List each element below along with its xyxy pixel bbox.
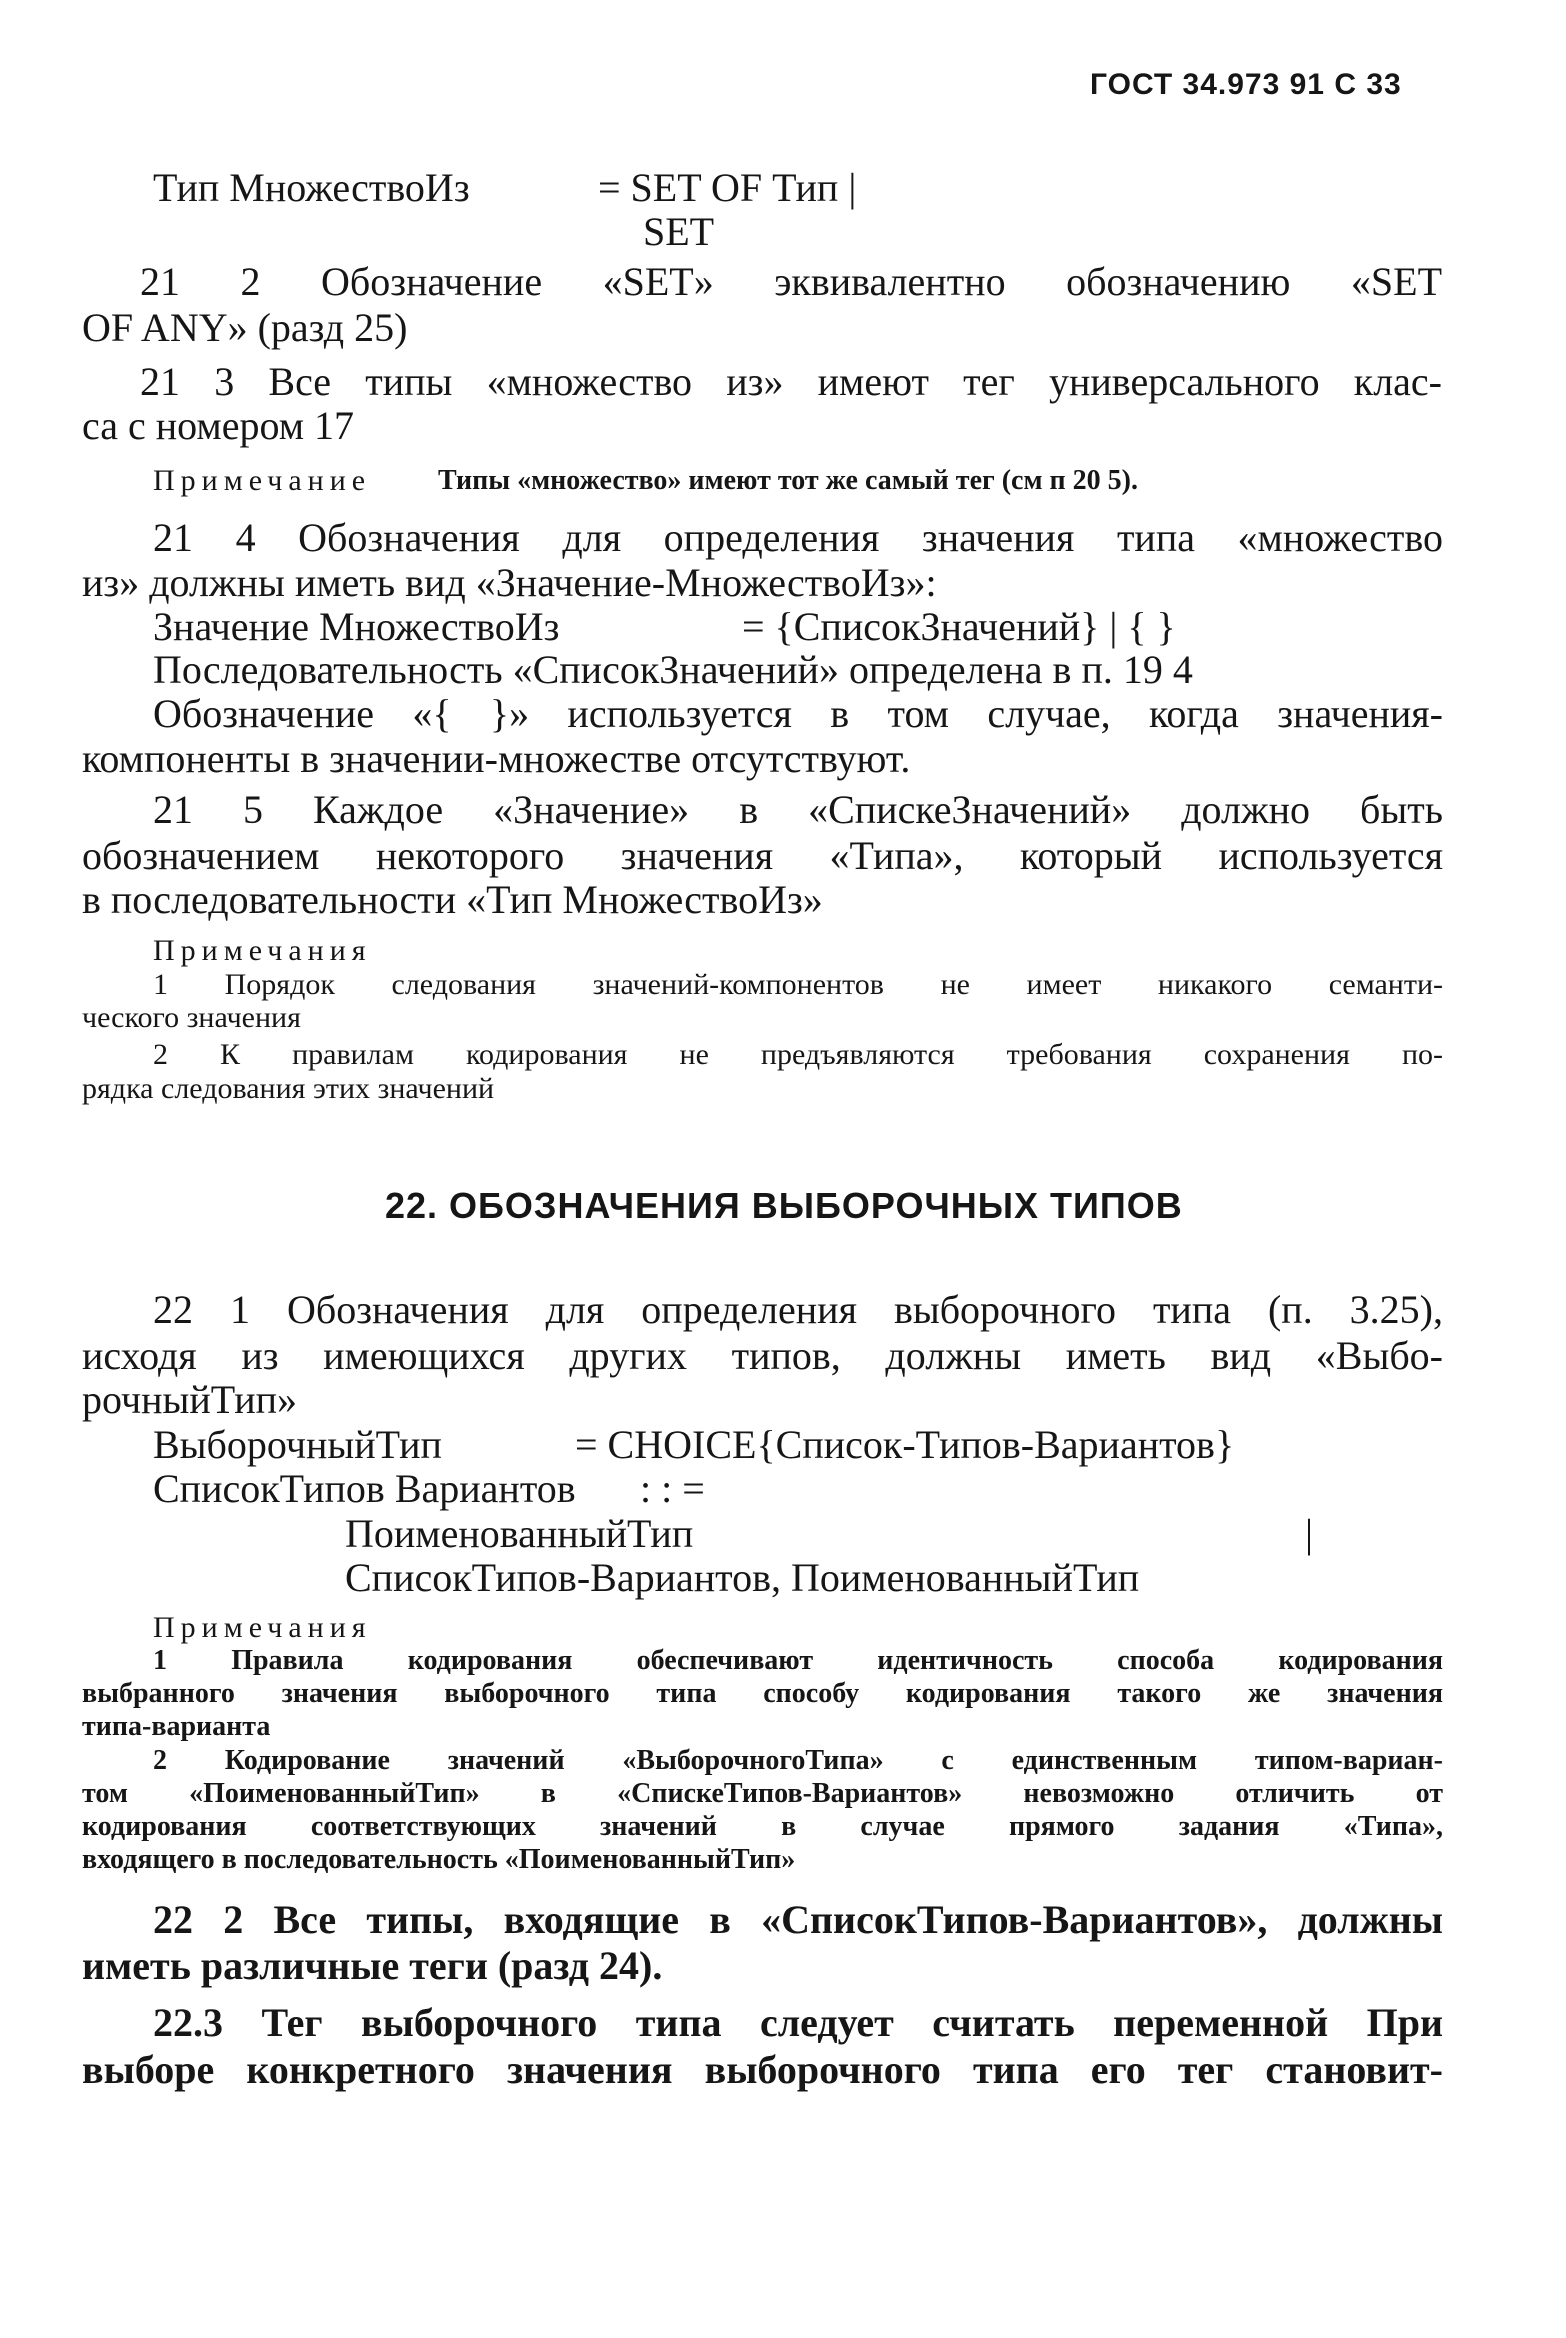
para-21-2-line-1: 21 2 Обозначение «SET» эквивалентно обозначению «SET — [140, 259, 1442, 304]
para-22-2-line-2: иметь различные теги (разд 24). — [82, 1943, 663, 1988]
note-1-line-3: типа-варианта — [82, 1711, 271, 1742]
para-21-4-line-2: из» должны иметь вид «Значение-МножествоИз»: — [82, 560, 937, 605]
syntax-named-type: ПоименованныйТип — [345, 1511, 694, 1556]
para-22-1-line-3: рочныйТип» — [82, 1377, 298, 1422]
para-21-4-line-4: Обозначение «{ }» используется в том случае, когда значения- — [153, 691, 1443, 736]
para-22-1-line-1: 22 1 Обозначения для определения выборочного типа (п. 3.25), — [153, 1287, 1443, 1332]
notes-label: Примечания — [153, 1611, 372, 1644]
syntax-alt-list-left: СписокТипов Вариантов — [153, 1466, 576, 1511]
notes-label: Примечания — [153, 934, 372, 967]
syntax-choice-right: = CHOICE{Список-Типов-Вариантов} — [575, 1422, 1235, 1467]
syntax-set-alt: SET — [643, 209, 715, 254]
para-21-3-line-2: са с номером 17 — [82, 403, 355, 448]
syntax-value-set-right: = {СписокЗначений} | { } — [742, 604, 1176, 649]
running-header: ГОСТ 34.973 91 С 33 — [1090, 68, 1402, 101]
syntax-alt-list-recursive: СписокТипов-Вариантов, ПоименованныйТип — [345, 1555, 1140, 1600]
note-2-line-2: том «ПоименованныйТип» в «СпискеТипов-Вариантов» невозможно отличить от — [82, 1778, 1443, 1809]
syntax-set-of-left: Тип МножествоИз — [153, 165, 470, 210]
para-21-5-line-3: в последовательности «Тип МножествоИз» — [82, 877, 823, 922]
para-21-4-line-5: компоненты в значении-множестве отсутствуют. — [82, 736, 911, 781]
para-21-5-line-2: обозначением некоторого значения «Типа», который используется — [82, 833, 1443, 878]
note-2-line-2: рядка следования этих значений — [82, 1072, 495, 1105]
syntax-value-set-left: Значение МножествоИз — [153, 604, 560, 649]
syntax-set-of-right: = SET OF Тип | — [598, 165, 857, 210]
syntax-choice-left: ВыборочныйТип — [153, 1422, 442, 1467]
note-1-line-1: 1 Правила кодирования обеспечивают идентичность способа кодирования — [153, 1645, 1443, 1676]
para-22-1-line-2: исходя из имеющихся других типов, должны иметь вид «Выбо- — [82, 1333, 1443, 1378]
para-21-2-line-2: OF ANY» (разд 25) — [82, 305, 408, 350]
note-label: Примечание — [153, 464, 372, 497]
para-22-2-line-1: 22 2 Все типы, входящие в «СписокТипов-Вариантов», должны — [153, 1897, 1443, 1942]
para-21-5-line-1: 21 5 Каждое «Значение» в «СпискеЗначений» должно быть — [153, 787, 1443, 832]
note-2-line-3: кодирования соответствующих значений в случае прямого задания «Типа», — [82, 1811, 1443, 1842]
section-22-heading: 22. ОБОЗНАЧЕНИЯ ВЫБОРОЧНЫХ ТИПОВ — [385, 1185, 1183, 1226]
para-22-3-line-1: 22.3 Тег выборочного типа следует считать переменной При — [153, 2000, 1443, 2045]
para-21-3-line-1: 21 3 Все типы «множество из» имеют тег универсального клас- — [140, 359, 1442, 404]
note-text: Типы «множество» имеют тот же самый тег (см п 20 5). — [438, 465, 1138, 496]
para-21-4-line-3: Последовательность «СписокЗначений» определена в п. 19 4 — [153, 647, 1193, 692]
note-2-line-4: входящего в последовательность «ПоименованныйТип» — [82, 1844, 796, 1875]
note-1-line-2: выбранного значения выборочного типа способу кодирования такого же значения — [82, 1678, 1443, 1709]
syntax-alternative-bar: | — [1305, 1511, 1314, 1556]
para-21-4-line-1: 21 4 Обозначения для определения значения типа «множество — [153, 515, 1443, 560]
note-2-line-1: 2 Кодирование значений «ВыборочногоТипа» с единственным типом-вариан- — [153, 1745, 1443, 1776]
para-22-3-line-2: выборе конкретного значения выборочного типа его тег становит- — [82, 2047, 1443, 2092]
note-1-line-2: ческого значения — [82, 1001, 301, 1034]
note-2-line-1: 2 К правилам кодирования не предъявляются требования сохранения по- — [153, 1038, 1443, 1071]
syntax-alt-list-assign: : : = — [640, 1466, 705, 1511]
note-1-line-1: 1 Порядок следования значений-компонентов не имеет никакого семанти- — [153, 968, 1443, 1001]
